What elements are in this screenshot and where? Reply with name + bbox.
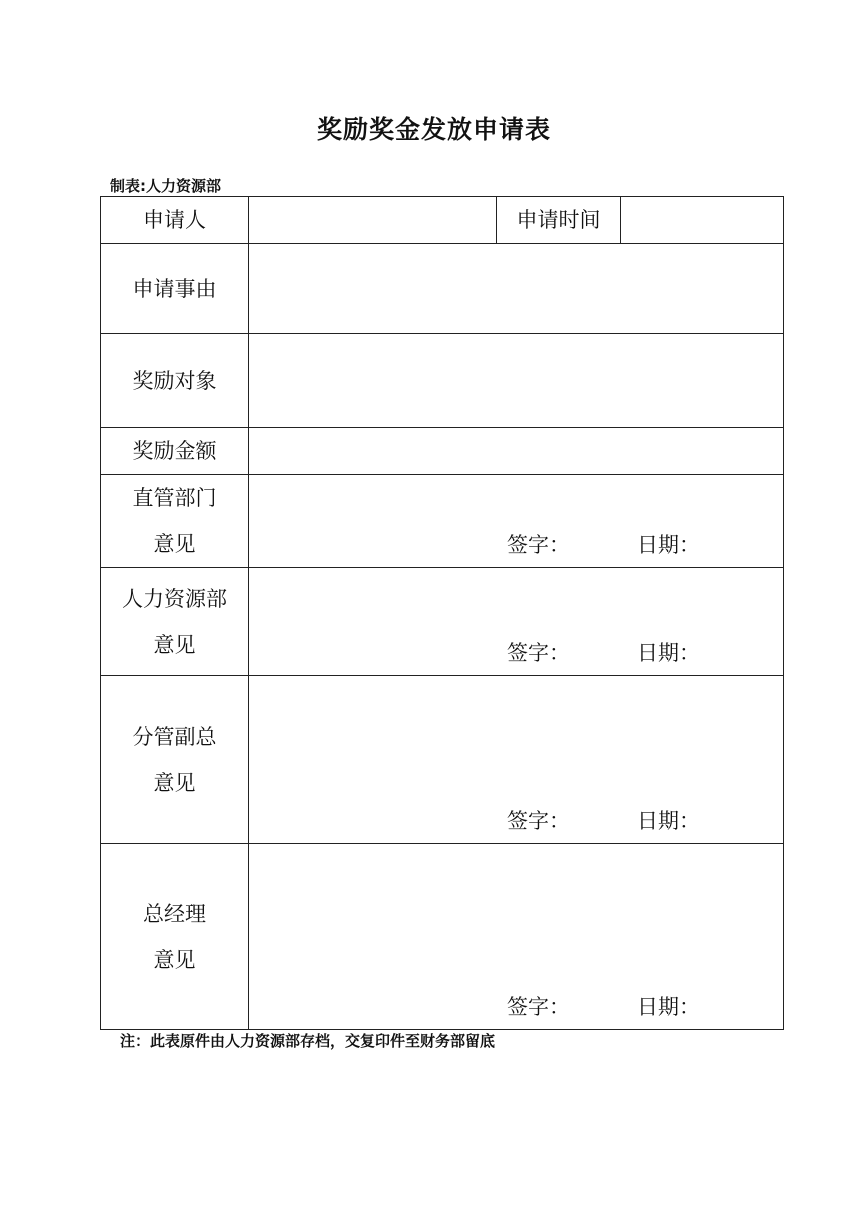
opinion-label-line2: 意见 — [153, 947, 196, 972]
target-row — [101, 334, 784, 428]
dept-opinion-field[interactable] — [249, 475, 784, 568]
target-label: 奖励对象 — [101, 334, 249, 428]
vp-opinion-field[interactable] — [249, 676, 784, 844]
opinion-label-line1: 人力资源部 — [122, 586, 227, 611]
signature-label: 签字： — [507, 641, 570, 665]
signature-label: 签字： — [507, 533, 570, 557]
footer-note: 注：此表原件由人力资源部存档，交复印件至财务部留底 — [120, 1032, 496, 1050]
application-form-table — [100, 196, 784, 1030]
form-title: 奖励奖金发放申请表 — [316, 115, 551, 144]
form-maker: 制表:人力资源部 — [110, 177, 221, 195]
amount-field[interactable] — [249, 428, 784, 475]
applicant-row — [101, 197, 784, 244]
opinion-label-line2: 意见 — [153, 770, 196, 795]
vp-opinion-row — [101, 676, 784, 844]
hr-opinion-row — [101, 568, 784, 676]
opinion-label-line1: 直管部门 — [132, 486, 217, 510]
date-label: 日期： — [637, 809, 700, 833]
apply-time-field[interactable] — [621, 197, 784, 244]
dept-opinion-row — [101, 475, 784, 568]
reason-field[interactable] — [249, 244, 784, 334]
dept-opinion-label — [101, 475, 249, 568]
reason-label: 申请事由 — [101, 244, 249, 334]
date-label: 日期： — [637, 533, 700, 557]
signature-label: 签字： — [507, 995, 570, 1019]
gm-opinion-row — [101, 844, 784, 1030]
opinion-label-line1: 分管副总 — [132, 724, 217, 749]
opinion-label-line1: 总经理 — [143, 901, 206, 926]
signature-label: 签字： — [507, 809, 570, 833]
gm-opinion-field[interactable] — [249, 844, 784, 1030]
date-label: 日期： — [637, 641, 700, 665]
gm-opinion-label — [101, 844, 249, 1030]
amount-row — [101, 428, 784, 475]
reason-row — [101, 244, 784, 334]
hr-opinion-field[interactable] — [249, 568, 784, 676]
hr-opinion-label — [101, 568, 249, 676]
target-field[interactable] — [249, 334, 784, 428]
opinion-label-line2: 意见 — [153, 632, 196, 657]
opinion-label-line2: 意见 — [153, 532, 196, 556]
date-label: 日期： — [637, 995, 700, 1019]
amount-label: 奖励金额 — [101, 428, 249, 475]
applicant-label: 申请人 — [101, 197, 249, 244]
vp-opinion-label — [101, 676, 249, 844]
applicant-field[interactable] — [249, 197, 497, 244]
apply-time-label: 申请时间 — [497, 197, 621, 244]
